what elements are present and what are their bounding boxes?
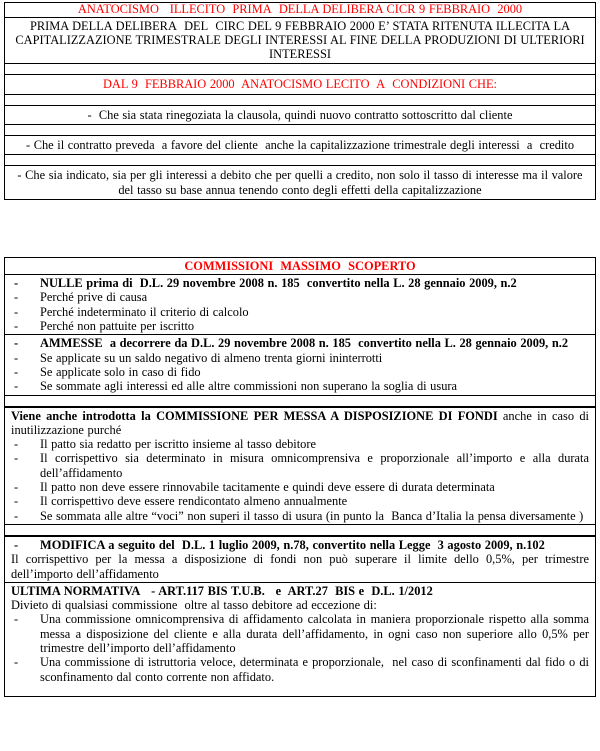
ammesse-row [5,335,596,395]
spacer-row [5,64,596,75]
list-item [11,655,589,684]
modifica-body: Il corrispettivo per la messa a disposizione di fondi non può superare il limite dello 0,5%, per trimestre dell’importo dell’affidamento [11,552,589,581]
ammesse-item-1: Se applicate su un saldo negativo di almeno trenta giorni ininterrotti [40,350,383,365]
commissioni-table [4,257,596,697]
messa-disposizione-intro-bold: Viene anche introdotta la COMMISSIONE PER MESSA A DISPOSIZIONE DI FONDI [11,408,498,423]
list-item [11,437,589,451]
list-item [11,305,589,319]
nulle-head [11,276,589,290]
list-item [11,612,589,655]
anatocismo-title-row [5,3,596,18]
anatocismo-subtitle-row [5,75,596,94]
spacer-row [5,124,596,135]
dash-bullet: - [14,508,19,523]
ammesse-item-2: Se applicate solo in caso di fido [40,364,201,379]
dash-bullet: - [14,494,19,509]
spacer-cell [5,395,596,407]
spacer-row [5,155,596,166]
spacer-cell [5,124,596,135]
list-item [11,379,589,393]
ammesse-item-3: Se sommate agli interessi ed alle altre commissioni non superano la soglia di usura [40,379,458,394]
anatocismo-intro-row [5,17,596,64]
condition-row [5,105,596,124]
condition-row [5,135,596,154]
messa-disposizione-intro-rest: anche in caso di inutilizzazione purché [11,408,589,437]
ammesse-head [11,336,589,350]
dash-bullet: - [14,655,19,670]
list-item [11,365,589,379]
anatocismo-title: ANATOCISMO ILLECITO PRIMA DELLA DELIBERA CICR 9 FEBBRAIO 2000 [5,3,596,18]
dash-bullet: - [14,364,19,379]
dash-bullet: - [14,437,19,452]
modifica-row [5,536,596,582]
ultima-item-2: Una commissione di istruttoria veloce, determinata e proporzionale, nel caso di sconfinamenti dal fido o di sconfinamento dal conto corrente non affidato. [40,655,589,684]
dash-bullet: - [14,480,19,495]
anatocismo-subtitle: DAL 9 FEBBRAIO 2000 ANATOCISMO LECITO A CONDIZIONI CHE: [5,75,596,94]
anatocismo-table [4,2,596,200]
commissioni-title: COMMISSIONI MASSIMO SCOPERTO [5,257,596,274]
nulle-head-text: NULLE prima di D.L. 29 novembre 2008 n. 185 convertito nella L. 28 gennaio 2009, n.2 [40,276,517,291]
ultima-normativa-body: Divieto di qualsiasi commissione oltre al tasso debitore ad eccezione di: [11,598,377,613]
messa-item-5: Se sommata alle altre “voci” non superi il tasso di usura (in punto la Banca d’Italia la pensa diversamente ) [40,508,584,523]
dash-bullet: - [14,336,19,351]
messa-item-2: Il corrispettivo sia determinato in misura omnicomprensiva e proporzionale all’importo e alla durata dell’affidamento [40,451,589,480]
list-item [11,319,589,333]
dash-bullet: - [14,276,19,291]
condition-row [5,166,596,200]
spacer-cell [5,94,596,105]
nulle-item-1: Perché prive di causa [40,290,148,305]
commissioni-title-row [5,257,596,274]
spacer-cell [5,64,596,75]
condition-3: - Che sia indicato, sia per gli interessi a debito che per quelli a credito, non solo il tasso di interesse ma il valore del tasso su base annua tenendo conto degli effetti della capitalizzazione [5,166,596,200]
ultima-normativa-row [5,582,596,696]
spacer-cell [5,524,596,536]
condition-2: - Che il contratto preveda a favore del cliente anche la capitalizzazione trimestrale degli interessi a credito [5,135,596,154]
list-item [11,451,589,480]
spacer-row [5,524,596,536]
nulle-cell [5,275,596,335]
messa-item-4: Il corrispettivo deve essere rendicontato almeno annualmente [40,494,348,509]
nulle-row [5,275,596,335]
dash-bullet: - [14,537,19,552]
nulle-item-2: Perché indeterminato il criterio di calcolo [40,304,249,319]
list-item [11,290,589,304]
list-item [11,480,589,494]
messa-disposizione-intro [11,409,589,438]
spacer-row [5,94,596,105]
spacer-cell [5,155,596,166]
dash-bullet: - [14,304,19,319]
dash-bullet: - [14,612,19,627]
spacer-row [5,395,596,407]
list-item [11,509,589,523]
nulle-item-3: Perché non pattuite per iscritto [40,319,195,334]
dash-bullet: - [14,451,19,466]
ultima-normativa-head: ULTIMA NORMATIVA - ART.117 BIS T.U.B. e ART.27 BIS e D.L. 1/2012 [11,583,433,598]
messa-item-1: Il patto sia redatto per iscritto insieme al tasso debitore [40,437,316,452]
condition-1: - Che sia stata rinegoziata la clausola, quindi nuovo contratto sottoscritto dal cliente [5,105,596,124]
ultima-item-1: Una commissione omnicomprensiva di affidamento calcolata in maniera proporzionale rispetto alla somma messa a disposizione del cliente e alla durata dell’affidamento, in ogni caso non superiore allo 0,5% per trimestre dell’importo dell’affidamento [40,612,589,655]
modifica-head-text: MODIFICA a seguito del D.L. 1 luglio 2009, n.78, convertito nella Legge 3 agosto 2009, n.102 [40,537,545,552]
list-item [11,494,589,508]
messa-disposizione-row [5,407,596,525]
ultima-normativa-cell [5,582,596,696]
anatocismo-intro: PRIMA DELLA DELIBERA DEL CIRC DEL 9 FEBBRAIO 2000 E’ STATA RITENUTA ILLECITA LA CAPITALIZZAZIONE TRIMESTRALE DEGLI INTERESSI AL FINE DELLA PRODUZIONI DI ULTERIORI INTERESSI [5,17,596,64]
messa-disposizione-cell [5,407,596,525]
modifica-head [11,538,589,552]
dash-bullet: - [14,350,19,365]
list-item [11,351,589,365]
ammesse-cell [5,335,596,395]
messa-item-3: Il patto non deve essere rinnovabile tacitamente e quindi deve essere di durata determinata [40,480,495,495]
dash-bullet: - [14,379,19,394]
modifica-cell [5,536,596,582]
dash-bullet: - [14,319,19,334]
dash-bullet: - [14,290,19,305]
ammesse-head-text: AMMESSE a decorrere da D.L. 29 novembre 2008 n. 185 convertito nella L. 28 gennaio 2009, n.2 [40,336,569,351]
